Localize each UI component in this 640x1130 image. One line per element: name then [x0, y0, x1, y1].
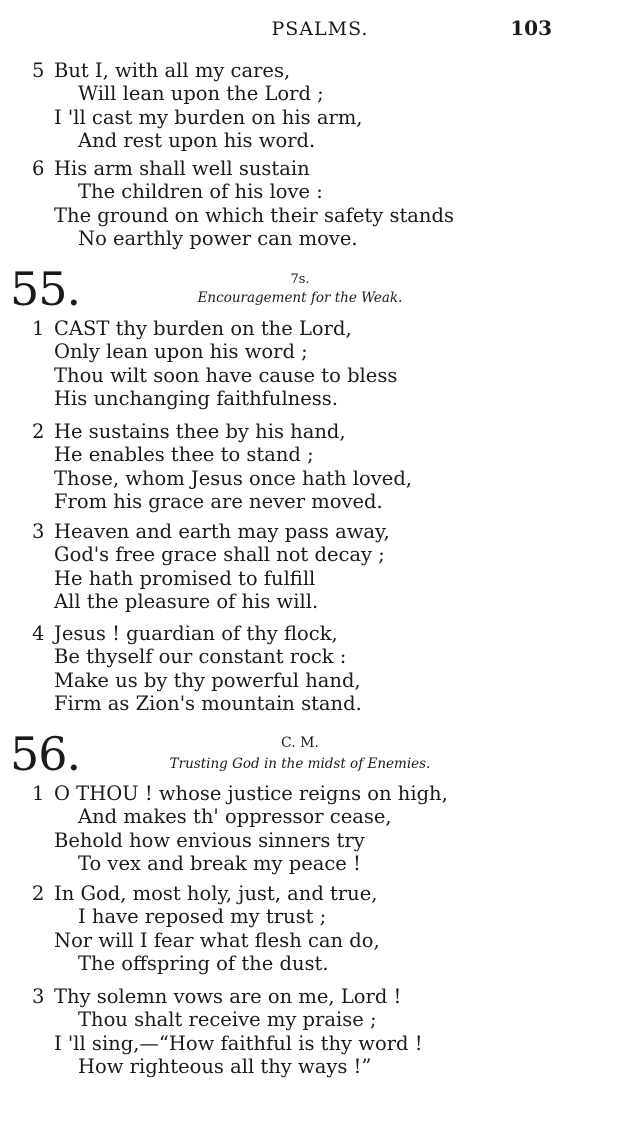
hymn55-stanza-3 — [32, 520, 390, 613]
stanza-line: 4 Jesus ! guardian of thy flock, — [32, 622, 338, 645]
running-title: PSALMS. — [271, 18, 369, 40]
stanza-line: 6 His arm shall well sustain — [32, 157, 310, 180]
stanza-number: 1 — [32, 782, 45, 805]
hymn-number-55: 55. — [10, 262, 81, 316]
stanza-line: The offspring of the dust. — [78, 951, 329, 975]
stanza-line: He enables thee to stand ; — [54, 443, 314, 467]
stanza-line: Firm as Zion's mountain stand. — [54, 691, 362, 715]
stanza-number: 2 — [32, 420, 45, 443]
stanza-line: He hath promised to fulfill — [54, 566, 316, 590]
stanza-number: 1 — [32, 317, 45, 340]
hymn56-stanza-2 — [32, 882, 380, 975]
stanza-line: Be thyself our constant rock : — [54, 645, 347, 669]
stanza-6 — [32, 157, 454, 250]
stanza-line: And makes th' oppressor cease, — [78, 805, 392, 829]
hymn-title: Trusting God in the midst of Enemies. — [169, 756, 431, 772]
page-number: 103 — [510, 16, 552, 40]
stanza-line: Thou shalt receive my praise ; — [78, 1008, 377, 1032]
stanza-line: I 'll sing,—“How faithful is thy word ! — [54, 1031, 423, 1055]
stanza-line: No earthly power can move. — [78, 226, 358, 250]
hymn55-stanza-1 — [32, 317, 397, 410]
stanza-number: 3 — [32, 985, 45, 1008]
stanza-number: 4 — [32, 622, 45, 645]
hymn-meter: 7s. — [290, 272, 310, 287]
hymn56-stanza-3 — [32, 985, 423, 1078]
stanza-line: 5 But I, with all my cares, — [32, 59, 291, 82]
hymn55-stanza-4 — [32, 622, 362, 715]
stanza-number: 5 — [32, 59, 45, 82]
stanza-line: 3 Thy solemn vows are on me, Lord ! — [32, 985, 402, 1008]
stanza-line: 2 He sustains thee by his hand, — [32, 420, 346, 443]
hymn56-stanza-1 — [32, 782, 448, 875]
stanza-line: I have reposed my trust ; — [78, 905, 327, 929]
stanza-line: The ground on which their safety stands — [54, 203, 454, 227]
stanza-line: All the pleasure of his will. — [54, 589, 319, 613]
stanza-line: How righteous all thy ways !” — [78, 1054, 372, 1078]
hymn55-stanza-2 — [32, 420, 412, 513]
stanza-line: 3 Heaven and earth may pass away, — [32, 520, 390, 543]
stanza-line: Behold how envious sinners try — [54, 828, 365, 852]
stanza-line: To vex and break my peace ! — [78, 851, 361, 875]
stanza-line: Those, whom Jesus once hath loved, — [54, 466, 413, 490]
stanza-number: 6 — [32, 157, 45, 180]
stanza-number: 2 — [32, 882, 45, 905]
stanza-number: 3 — [32, 520, 45, 543]
stanza-line: I 'll cast my burden on his arm, — [54, 105, 363, 129]
hymn-meter: C. M. — [281, 735, 319, 751]
stanza-line: The children of his love : — [78, 180, 323, 204]
hymn-number-56: 56. — [10, 727, 81, 781]
stanza-line: From his grace are never moved. — [54, 489, 383, 513]
stanza-line: And rest upon his word. — [78, 128, 316, 152]
stanza-line: 2 In God, most holy, just, and true, — [32, 882, 378, 905]
stanza-line: Nor will I fear what flesh can do, — [54, 928, 380, 952]
stanza-line: 1 CAST thy burden on the Lord, — [32, 317, 352, 340]
stanza-line: 1 O THOU ! whose justice reigns on high, — [32, 782, 448, 805]
stanza-line: Only lean upon his word ; — [54, 340, 308, 364]
stanza-line: His unchanging faithfulness. — [54, 386, 338, 410]
stanza-5 — [32, 59, 363, 152]
stanza-line: God's free grace shall not decay ; — [54, 543, 385, 567]
stanza-line: Thou wilt soon have cause to bless — [54, 363, 398, 387]
hymn-title: Encouragement for the Weak. — [197, 290, 403, 306]
stanza-line: Make us by thy powerful hand, — [54, 668, 361, 692]
stanza-line: Will lean upon the Lord ; — [78, 82, 324, 106]
